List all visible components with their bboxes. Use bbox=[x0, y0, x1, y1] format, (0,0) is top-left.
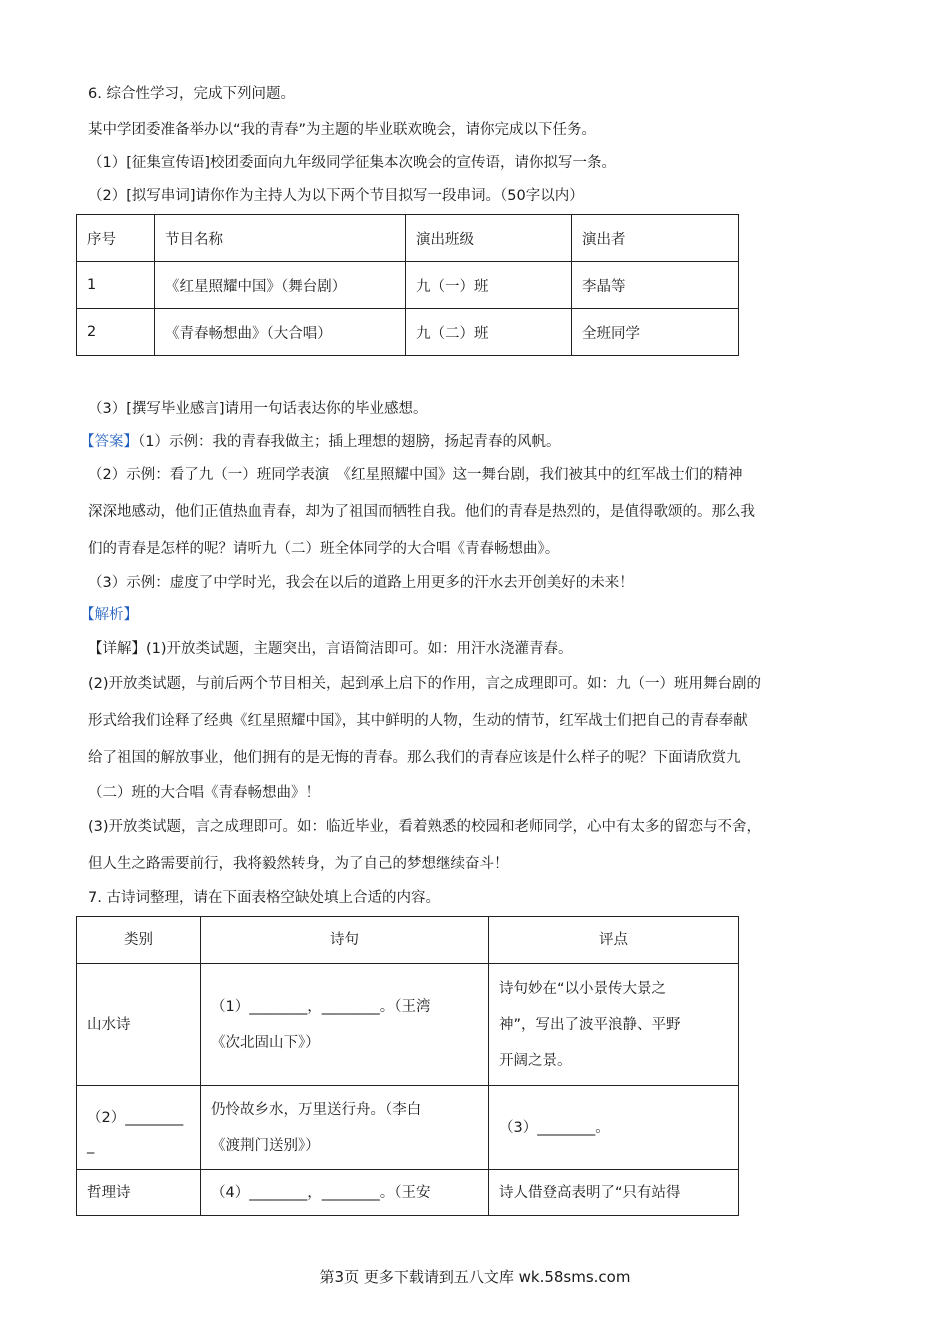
verse-line: 《渡荆门送别》） bbox=[211, 1137, 320, 1154]
table-cell: 《青春畅想曲》（大合唱） bbox=[155, 309, 406, 356]
verse-cell bbox=[201, 964, 489, 1086]
detail-1: (1)开放类试题，主题突出，言语简洁即可。如：用汗水浇灌青春。 bbox=[146, 641, 573, 657]
header-cell: 诗句 bbox=[201, 917, 489, 964]
detail-2-line-4: （二）班的大合唱《青春畅想曲》！ bbox=[88, 785, 320, 801]
detail-2-line-2: 形式给我们诠释了经典《红星照耀中国》，其中鲜明的人物，生动的情节，红军战士们把自己的青春奉献 bbox=[88, 713, 748, 729]
detail-2-line-3: 给了祖国的解放事业，他们拥有的是无悔的青春。那么我们的青春应该是什么样子的呢？下面请欣赏九 bbox=[88, 750, 741, 766]
table-header-row bbox=[77, 215, 739, 262]
answer-line-1 bbox=[80, 430, 560, 451]
table-cell: 李晶等 bbox=[572, 262, 739, 309]
category-cell: 山水诗 bbox=[77, 964, 201, 1086]
table-row bbox=[77, 1170, 739, 1216]
header-cell: 演出班级 bbox=[406, 215, 572, 262]
detail-3-line-1: (3)开放类试题，言之成理即可。如：临近毕业，看着熟悉的校园和老师同学，心中有太多的留恋与不舍， bbox=[88, 819, 762, 835]
q6-task3: （3）[撰写毕业感言]请用一句话表达你的毕业感想。 bbox=[88, 401, 428, 417]
detail-2-line-1: (2)开放类试题，与前后两个节目相关，起到承上启下的作用，言之成理即可。如：九（一）班用舞台剧的 bbox=[88, 676, 762, 692]
detail-3-line-2: 但人生之路需要前行，我将毅然转身，为了自己的梦想继续奋斗！ bbox=[88, 856, 509, 872]
table-cell: 《红星照耀中国》（舞台剧） bbox=[155, 262, 406, 309]
header-cell: 演出者 bbox=[572, 215, 739, 262]
verse-cell bbox=[201, 1086, 489, 1170]
table-cell: 九（一）班 bbox=[406, 262, 572, 309]
verse-line: 仍怜故乡水，万里送行舟。（李白 bbox=[211, 1101, 422, 1118]
comment-cell bbox=[489, 964, 739, 1086]
q6-task2: （2）[拟写串词]请你作为主持人为以下两个节目拟写一段串词。（50字以内） bbox=[88, 188, 584, 204]
analysis-tag: 【解析】 bbox=[80, 607, 138, 623]
table-row bbox=[77, 1086, 739, 1170]
table-cell: 九（二）班 bbox=[406, 309, 572, 356]
answer-2-line-3: 们的青春是怎样的呢？请听九（二）班全体同学的大合唱《青春畅想曲》。 bbox=[88, 541, 560, 557]
answer-3: （3）示例：虚度了中学时光，我会在以后的道路上用更多的汗水去开创美好的未来！ bbox=[88, 575, 634, 591]
verse-line: （1）________，________。（王湾 bbox=[211, 998, 431, 1015]
header-cell: 类别 bbox=[77, 917, 201, 964]
q7-title: 7. 古诗词整理，请在下面表格空缺处填上合适的内容。 bbox=[88, 890, 440, 906]
detail-tag: 【详解】 bbox=[88, 641, 146, 657]
comment-line: 神”，写出了波平浪静、平野 bbox=[499, 1016, 681, 1033]
verse-cell: （4）________，________。（王安 bbox=[201, 1170, 489, 1216]
header-cell: 序号 bbox=[77, 215, 155, 262]
table-cell: 1 bbox=[77, 262, 155, 309]
comment-line: 诗句妙在“以小景传大景之 bbox=[499, 980, 667, 997]
table-row bbox=[77, 964, 739, 1086]
q6-task1: （1）[征集宣传语]校团委面向九年级同学征集本次晚会的宣传语，请你拟写一条。 bbox=[88, 155, 617, 171]
program-table bbox=[76, 214, 739, 356]
answer-2-line-2: 深深地感动，他们正值热血青春，却为了祖国而牺牲自我。他们的青春是热烈的，是值得歌颂的。那么我 bbox=[88, 504, 755, 520]
table-row bbox=[77, 262, 739, 309]
q6-title: 6. 综合性学习，完成下列问题。 bbox=[88, 86, 295, 102]
answer-tag: 【答案】 bbox=[80, 434, 138, 450]
table-cell: 全班同学 bbox=[572, 309, 739, 356]
category-cell: 哲理诗 bbox=[77, 1170, 201, 1216]
page-footer: 第3页 更多下载请到五八文库 wk.58sms.com bbox=[319, 1268, 631, 1286]
header-cell: 节目名称 bbox=[155, 215, 406, 262]
table-header-row bbox=[77, 917, 739, 964]
table-row bbox=[77, 309, 739, 356]
answer-2-line-1: （2）示例：看了九（一）班同学表演 《红星照耀中国》这一舞台剧，我们被其中的红军战士们的精神 bbox=[88, 467, 743, 483]
category-line: （2）________ bbox=[87, 1109, 184, 1126]
poetry-table bbox=[76, 916, 739, 1216]
comment-cell: 诗人借登高表明了“只有站得 bbox=[489, 1170, 739, 1216]
comment-cell: （3）________。 bbox=[489, 1086, 739, 1170]
header-cell: 评点 bbox=[489, 917, 739, 964]
category-line: _ bbox=[87, 1137, 95, 1154]
table-cell: 2 bbox=[77, 309, 155, 356]
category-cell bbox=[77, 1086, 201, 1170]
comment-line: 开阔之景。 bbox=[499, 1052, 572, 1069]
q6-intro: 某中学团委准备举办以“我的青春”为主题的毕业联欢晚会，请你完成以下任务。 bbox=[88, 122, 597, 138]
detail-line-1 bbox=[88, 637, 573, 658]
verse-line: 《次北固山下》） bbox=[211, 1034, 320, 1051]
answer-1: （1）示例：我的青春我做主；插上理想的翅膀，扬起青春的风帆。 bbox=[138, 434, 561, 450]
